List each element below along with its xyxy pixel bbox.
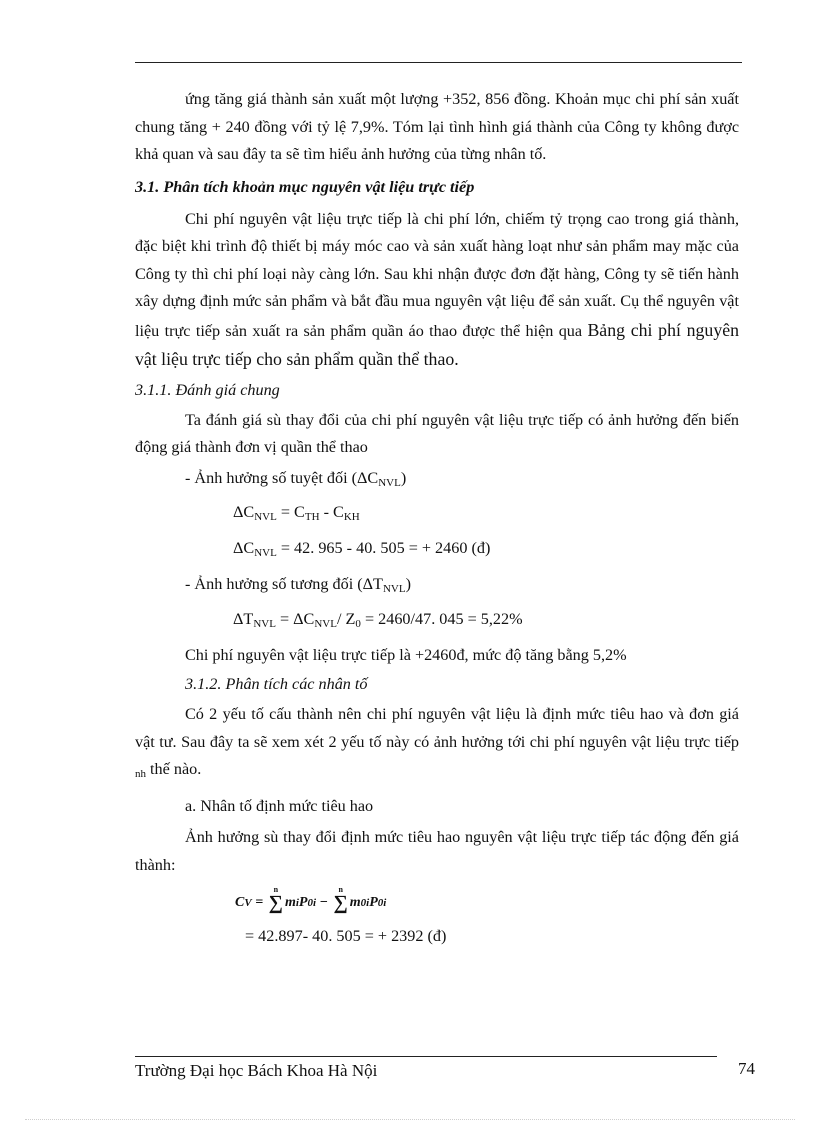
formula-sub: 0i — [307, 897, 317, 909]
eq-part: = C — [276, 503, 305, 521]
paragraph-material-cost — [135, 206, 739, 375]
eq-sub: NVL — [254, 547, 277, 559]
formula-equals: = — [251, 895, 267, 910]
paragraph-conclusion: Chi phí nguyên vật liệu trực tiếp là +2460đ, mức độ tăng bằng 5,2% — [185, 645, 627, 664]
page-body — [135, 86, 739, 951]
footer-university: Trường Đại học Bách Khoa Hà Nội — [135, 1061, 378, 1080]
formula-sub: i — [295, 897, 299, 909]
paragraph-consumption: Ảnh hưởng sù thay đổi định mức tiêu hao nguyên vật liệu trực tiếp tác động đến giá thành: — [135, 828, 739, 874]
paragraph-factors-text: Có 2 yếu tố cấu thành nên chi phí nguyên vật liệu là định mức tiêu hao và đơn giá vật tư. Sau đây ta sẽ xem xét 2 yếu tố này có ảnh hưởng tới chi phí nguyên vật liệu trực tiếp — [135, 705, 739, 751]
sigma-icon: ∑ n — [333, 884, 348, 914]
eq-part: = ΔC — [275, 609, 315, 628]
item-a-heading: a. Nhân tố định mức tiêu hao — [185, 796, 374, 815]
eq-part: = 2460/47. 045 = 5,22% — [360, 609, 523, 628]
sigma-upper-limit: n — [273, 884, 279, 894]
eq-part: - C — [319, 503, 344, 521]
formula-cv — [235, 883, 739, 923]
bullet-relative-sub: NVL — [382, 583, 406, 595]
footer-rule — [135, 1056, 717, 1057]
paragraph-evaluation: Ta đánh giá sù thay đổi của chi phí nguyên vật liệu trực tiếp có ảnh hưởng đến biến động giá thành đơn vị quần thể thao — [135, 410, 739, 456]
eq-sub: NVL — [254, 511, 277, 523]
paragraph-intro: ứng tăng giá thành sản xuất một lượng +352, 856 đồng. Khoản mục chi phí sản xuất chung tăng + 240 đồng với tỷ lệ 7,9%. Tóm lại tình hình giá thành của Công ty không được khả quan và sau đây ta sẽ tìm hiểu ảnh hưởng của từng nhân tố. — [135, 90, 739, 163]
eq-sub: 0 — [355, 617, 361, 630]
subsection-heading-3-1-1: 3.1.1. Đánh giá chung — [135, 380, 280, 399]
paragraph-factors-end: thế nào. — [146, 760, 202, 778]
bullet-absolute-end: ) — [400, 468, 407, 487]
bullet-relative-end: ) — [405, 575, 411, 593]
eq-part: = 42. 965 - 40. 505 = + 2460 (đ) — [276, 539, 491, 557]
equation-delta-t — [135, 604, 739, 640]
header-rule — [135, 62, 742, 63]
page-bottom-dotted-line — [25, 1119, 795, 1120]
bullet-absolute-text: - Ảnh hưởng số tuyệt đối (ΔC — [185, 468, 379, 487]
bullet-absolute-sub: NVL — [378, 476, 401, 489]
sigma-icon: ∑ n — [268, 884, 283, 914]
bullet-relative — [135, 571, 739, 604]
eq-sub: TH — [304, 511, 320, 523]
equation-result: = 42.897- 40. 505 = + 2392 (đ) — [245, 927, 447, 945]
section-heading-3-1: 3.1. Phân tích khoản mục nguyên vật liệu trực tiếp — [135, 177, 475, 196]
equation-delta-c — [135, 497, 739, 533]
eq-part: ΔC — [233, 503, 255, 521]
formula-term: P — [298, 895, 308, 910]
formula-lhs-sub: V — [244, 897, 252, 909]
formula-term: m — [284, 895, 296, 910]
paragraph-material-cost-text: Chi phí nguyên vật liệu trực tiếp là chi phí lớn, chiếm tỷ trọng cao trong giá thành, đặc biệt khi trình độ thiết bị máy móc cao và sản xuất hàng loạt như sản phẩm may mặc của Công ty thì chi phí loại này càng lớn. Sau khi nhận được đơn đặt hàng, Công ty sẽ tiến hành xây dựng định mức sản phẩm và bắt đầu mua nguyên vật liệu để sản xuất. Cụ thể nguyên vật liệu trực tiếp sản xuất ra sản phẩm quần áo thao được thể hiện qua — [135, 209, 739, 340]
subsection-heading-3-1-2: 3.1.2. Phân tích các nhân tố — [185, 675, 368, 693]
table-reference: Bảng chi phí nguyên vật liệu trực tiếp cho sản phẩm quần thể thao. — [135, 319, 740, 369]
formula-term: m — [349, 895, 361, 910]
formula-sub: 0i — [377, 897, 387, 909]
eq-sub: NVL — [253, 617, 276, 630]
eq-sub: KH — [343, 511, 360, 523]
paragraph-factors-sub: nh — [135, 768, 146, 780]
eq-part: ΔT — [233, 609, 254, 628]
bullet-relative-text: - Ảnh hưởng số tương đối (ΔT — [185, 575, 383, 593]
formula-lhs: C — [235, 895, 245, 910]
page-number: 74 — [738, 1059, 755, 1078]
formula-minus: − — [316, 895, 332, 910]
formula-sub: 0i — [360, 897, 370, 909]
sigma-upper-limit: n — [338, 884, 343, 894]
eq-part: ΔC — [233, 539, 255, 557]
eq-part: / Z — [336, 609, 356, 628]
formula-term: P — [369, 895, 378, 910]
eq-sub: NVL — [314, 617, 337, 630]
paragraph-factors — [135, 701, 739, 789]
bullet-absolute — [135, 465, 739, 498]
equation-delta-c-value — [135, 533, 739, 569]
